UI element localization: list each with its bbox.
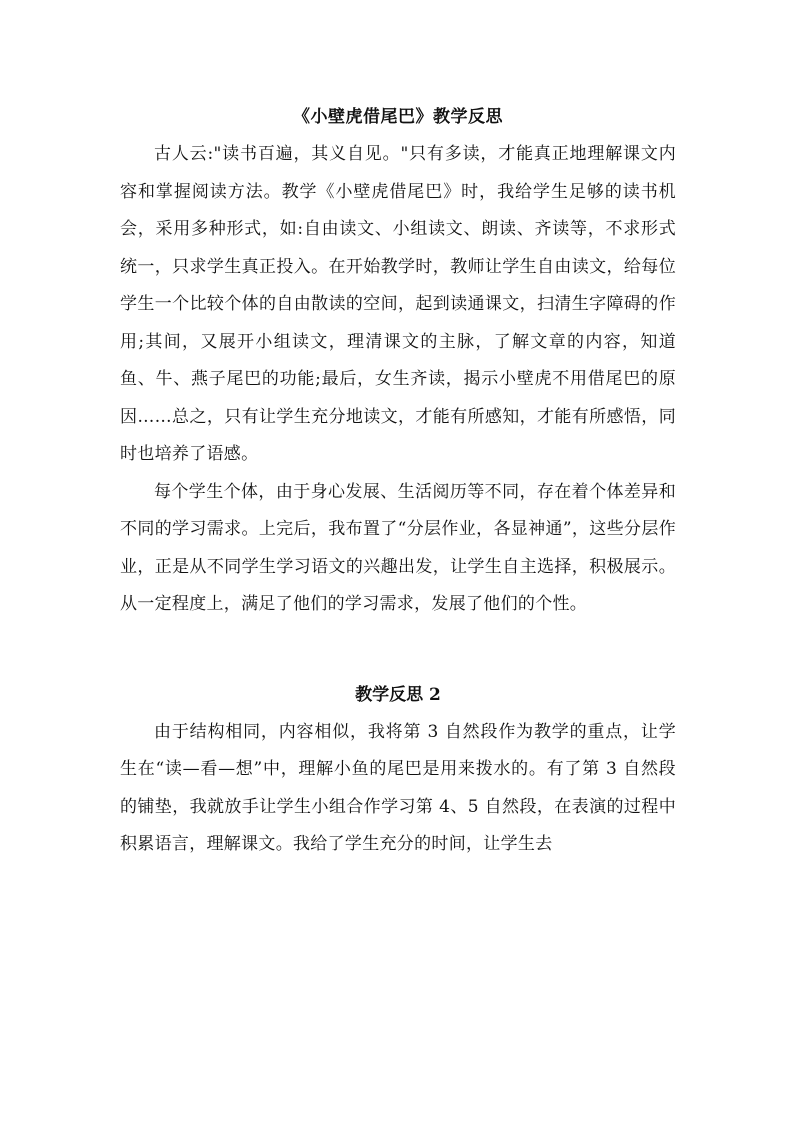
paragraph-3: 由于结构相同，内容相似，我将第 3 自然段作为教学的重点，让学生在“读—看—想”中，理解小鱼的尾巴是用来拨水的。有了第 3 自然段的铺垫，我就放手让学生小组合作学习第 4、5 自然段，在表演的过程中积累语言，理解课文。我给了学生充分的时间，让学生去 [120, 721, 676, 854]
paragraph-1: 古人云:"读书百遍，其义自见。"只有多读，才能真正地理解课文内容和掌握阅读方法。教学《小壁虎借尾巴》时，我给学生足够的读书机会，采用多种形式，如:自由读文、小组读文、朗读、齐读等，不求形式统一，只求学生真正投入。在开始教学时，教师让学生自由读文，给每位学生一个比较个体的自由散读的空间，起到读通课文，扫清生字障碍的作用;其间，又展开小组读文，理清课文的主脉，了解文章的内容，知道鱼、牛、燕子尾巴的功能;最后，女生齐读，揭示小壁虎不用借尾巴的原因……总之，只有让学生充分地读文，才能有所感知，才能有所感悟，同时也培养了语感。 [120, 144, 676, 464]
section-spacer [120, 624, 676, 676]
document-page [120, 98, 676, 864]
paragraph-2: 每个学生个体，由于身心发展、生活阅历等不同，存在着个体差异和不同的学习需求。上完后，我布置了“分层作业，各显神通”，这些分层作业，正是从不同学生学习语文的兴趣出发，让学生自主选择，积极展示。从一定程度上，满足了他们的学习需求，发展了他们的个性。 [120, 481, 676, 614]
document-title: 《小壁虎借尾巴》教学反思 [293, 107, 503, 127]
section-2-title: 教学反思 2 [355, 684, 441, 705]
